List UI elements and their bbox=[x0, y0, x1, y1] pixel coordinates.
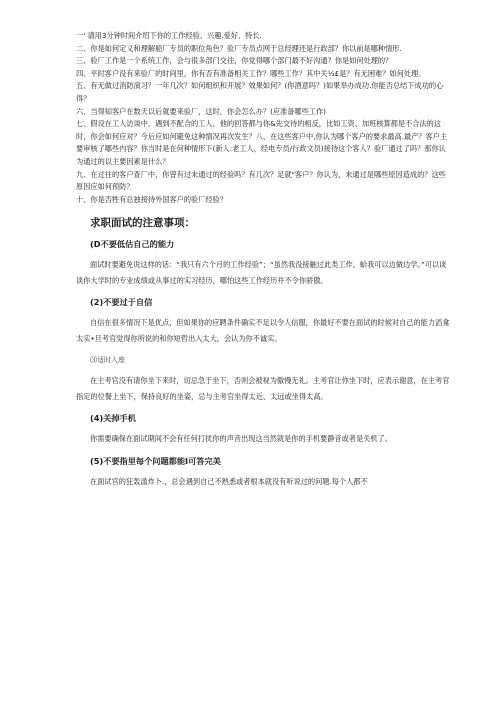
tip-body: 你需要确保在面试期间不会有任何打扰你的声音出现这当然就是你的手机要静音或者是关机了。 bbox=[90, 434, 392, 444]
tip-heading: (2)不要过于自信 bbox=[90, 297, 153, 308]
question-item: 六、当得知客户在数天以后就要来验厂，这时，你会怎么办？(应准备哪些工作) bbox=[76, 106, 326, 116]
tip-heading: (D不要低估自己的能力 bbox=[90, 239, 175, 250]
question-item: 十、你是否牲有总独接待外国客户的验厂经验？ bbox=[76, 194, 227, 204]
tip-block bbox=[76, 238, 450, 288]
question-item: 七、假设在工人访谈中，遇到不配合的工人，他的回答都与你&先交待的相反，比如工资、加班核算都是不合法的这时，你会如何应对？今后应如何避免这种情况再次发生？八、在这些客户中,你认为哪个客户的要求最高.最产？客户主要审核了哪些内容？你当时是在何种情形下(新人:老工人，经电专员/行政文员)接待这个客人？验厂通过了吗？那你认为通过的以主要因素是什么？ bbox=[76, 119, 448, 166]
tip-heading: (5)不要指里每个问题都能I可答完美 bbox=[90, 455, 221, 466]
question-item: 二、你是如何定义和理解船厂专员的职位角色？验厂专员点网于总经理还是行政部？你以前是哪种情形. bbox=[76, 43, 402, 53]
tip-block bbox=[76, 296, 450, 346]
tip-body: 在面试官的狂轰滥炸卜.，总会遇到自己不熟悉或者根本就没有听说过的问题.每个人都不 bbox=[90, 476, 368, 486]
question-list bbox=[76, 30, 450, 206]
tip-heading: ⑶适时入座 bbox=[90, 356, 125, 365]
tip-body: 自信在很多情况下是优点，但如果你的应聘条件确实不足以令人信服，你最好不要在面试的时候对自己的能力滔龛太实•旦考官觉得你所说的和你短哲出入太大，会认为你不诚实。 bbox=[76, 318, 450, 343]
tip-body: 在主考官没有请你坐下来时，切忌急于坐下，否则会被视为傲慢无礼。主考官让你坐下时，应表示谢意，在主考官指定的位餐上坐下，保持良好的坐姿，忌与主考官坐得太近、太远或坐得太高。 bbox=[76, 376, 450, 401]
tip-block bbox=[76, 354, 450, 404]
section-title: 求职面试的注意事项： bbox=[90, 217, 195, 230]
question-item: 五、有无做过消防演习？一年几次？如何组织和开展？效果如何？(你酒意吗？)如果举办成功.你能否总结下成功的心得？ bbox=[76, 81, 444, 103]
question-item: 九、在过往的客户查厂中，你曾有过未通过的经验吗？有几次？足就"客户？你认为，未通过是哪些原因造成的？这些原因应如何预防？ bbox=[76, 169, 446, 192]
question-item: 四、平时客户没有来验厂的时间里，你有否有准备相关工作？哪些工作？其中关½£是？有无困难？如何处理。 bbox=[76, 68, 426, 78]
tip-block bbox=[76, 455, 450, 490]
tip-block bbox=[76, 412, 450, 447]
tip-body: 面试时要避免说这样的话：“我只有六个月的工作经验”；“虽然我没接触过此类工作，蛤我可以边做边学。”可以谈谈你大学时的专业成绩或从事过的实习经历，哪怕这些工作经历并不令你骄傲。 bbox=[76, 260, 447, 285]
question-item: 三、验厂工作是一个系统工作，会与很多部门交往，你觉得哪个部门最不好沟通？你是如何处理的？ bbox=[76, 56, 393, 66]
tip-heading: (4)关掉手机 bbox=[90, 413, 136, 424]
question-item: 一' 请用3分钟时间介绍下你的工作经验、兴趣.爱好、特长. bbox=[76, 31, 262, 40]
